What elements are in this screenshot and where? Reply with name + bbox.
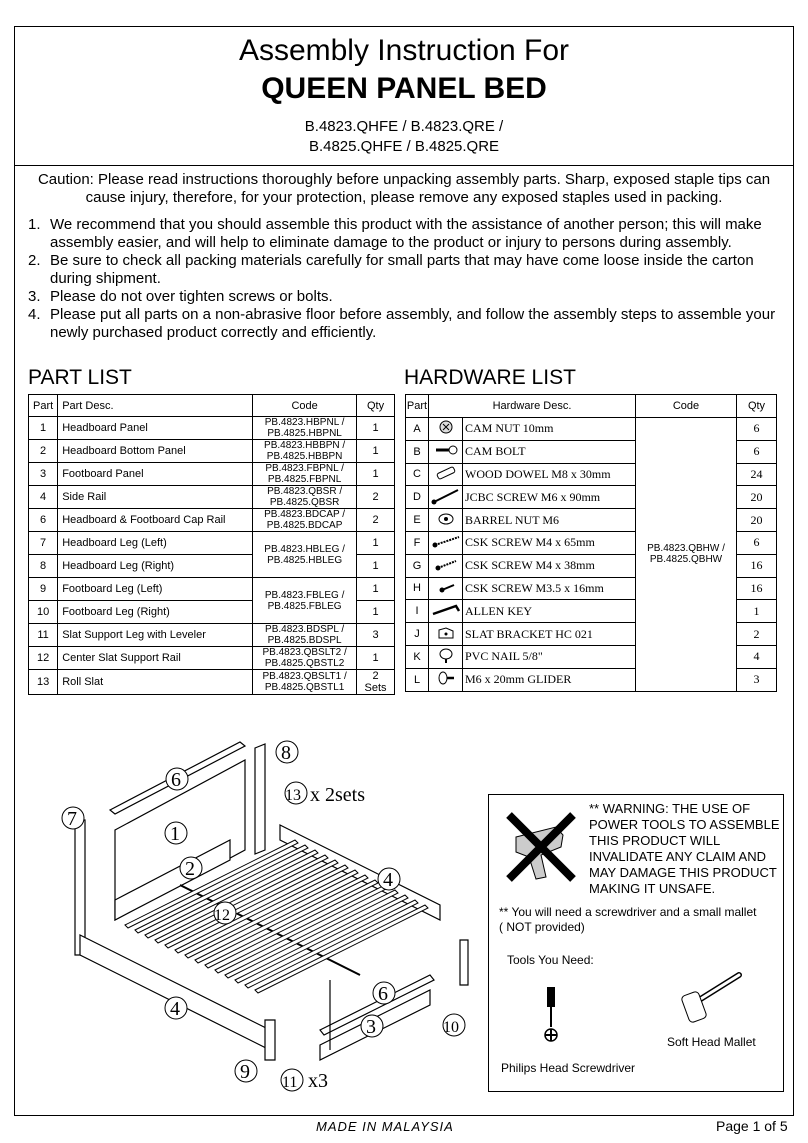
- table-row: 9 Footboard Leg (Left) PB.4823.FBLEG / PB.4825.FBLEG 1: [29, 578, 395, 601]
- power-tools-warning: ** WARNING: THE USE OF POWER TOOLS TO ASSEMBLE THIS PRODUCT WILL INVALIDATE ANY CLAIM AND MAY DAMAGE THIS PRODUCT MAKING IT UNSAFE.: [589, 801, 780, 896]
- table-row: 1 Headboard Panel PB.4823.HBPNL / PB.4825.HBPNL 1: [29, 417, 395, 440]
- diagram-label: 12: [214, 907, 230, 924]
- table-row: G CSK SCREW M4 x 38mm 16: [406, 554, 777, 577]
- jcbc-screw-icon: [429, 486, 463, 509]
- cam-bolt-icon: [429, 440, 463, 463]
- diagram-label: 4: [383, 869, 393, 891]
- glider-icon: [429, 668, 463, 691]
- cam-nut-icon: [429, 418, 463, 441]
- note-item: 4. Please put all parts on a non-abrasive floor before assembly, and follow the assembly steps to assemble your newly purchased product correctly and efficiently.: [28, 306, 776, 341]
- table-row: K PVC NAIL 5/8" 4: [406, 645, 777, 668]
- part-list-table: [28, 394, 395, 695]
- diagram-label: 10: [443, 1019, 459, 1036]
- diagram-label: 11: [282, 1074, 298, 1091]
- mallet-icon: [679, 965, 749, 1025]
- diagram-label: 3: [366, 1016, 376, 1038]
- model-numbers-line-1: B.4823.QHFE / B.4823.QRE /: [304, 118, 504, 135]
- hardware-list-table: [405, 394, 777, 692]
- table-row: B CAM BOLT 6: [406, 440, 777, 463]
- table-row: 2 Headboard Bottom Panel PB.4823.HBBPN / PB.4825.HBBPN 1: [29, 440, 395, 463]
- column-header: Qty: [737, 395, 777, 418]
- diagram-label: 4: [170, 998, 180, 1020]
- table-row: 12 Center Slat Support Rail PB.4823.QBSLT2 / PB.4825.QBSTL2 1: [29, 647, 395, 670]
- pvc-nail-icon: [429, 645, 463, 668]
- table-header-row: [29, 395, 395, 417]
- diagram-label: 7: [67, 808, 77, 830]
- note-item: 2. Be sure to check all packing materials carefully for small parts that may have come loose inside the carton during shipment.: [28, 252, 754, 287]
- diagram-label: 1: [170, 823, 180, 845]
- diagram-label: 2: [185, 858, 195, 880]
- table-row: 8 Headboard Leg (Right) 1: [29, 555, 395, 578]
- wood-dowel-icon: [429, 463, 463, 486]
- diagram-label: 9: [240, 1061, 250, 1083]
- table-row: 11 Slat Support Leg with Leveler PB.4823.BDSPL / PB.4825.BDSPL 3: [29, 624, 395, 647]
- table-row: 7 Headboard Leg (Left) PB.4823.HBLEG / PB.4825.HBLEG 1: [29, 532, 395, 555]
- column-header: Part: [29, 395, 58, 417]
- diagram-label: 13: [285, 787, 301, 804]
- note-item: 3. Please do not over tighten screws or bolts.: [28, 288, 333, 305]
- caution-line-1: Caution: Please read instructions thoroughly before unpacking assembly parts. Sharp, exposed staple tips can: [37, 171, 771, 188]
- title-line-1: Assembly Instruction For: [238, 34, 570, 67]
- tools-you-need-label: Tools You Need:: [507, 953, 594, 967]
- mallet-label: Soft Head Mallet: [667, 1035, 756, 1049]
- hardware-list-heading: HARDWARE LIST: [404, 366, 576, 389]
- screwdriver-label: Philips Head Screwdriver: [501, 1061, 636, 1075]
- product-title: QUEEN PANEL BED: [261, 72, 547, 105]
- diagram-label-suffix: x3: [308, 1070, 328, 1092]
- table-row: C WOOD DOWEL M8 x 30mm 24: [406, 463, 777, 486]
- table-row: L M6 x 20mm GLIDER 3: [406, 668, 777, 691]
- csk-screw-long-icon: [429, 531, 463, 554]
- column-header: Hardware Desc.: [429, 395, 636, 418]
- table-row: 10 Footboard Leg (Right) 1: [29, 601, 395, 624]
- column-header: Code: [253, 395, 357, 417]
- bed-assembly-diagram: [30, 730, 470, 1100]
- part-list-heading: PART LIST: [28, 366, 132, 389]
- column-header: Part Desc.: [58, 395, 253, 417]
- made-in-label: MADE IN MALAYSIA: [316, 1119, 454, 1134]
- column-header: Qty: [357, 395, 395, 417]
- no-power-tools-icon: [501, 807, 581, 887]
- caution-text: [22, 171, 786, 207]
- csk-screw-medium-icon: [429, 554, 463, 577]
- table-row: E BARREL NUT M6 20: [406, 509, 777, 532]
- allen-key-icon: [429, 600, 463, 623]
- hardware-code: PB.4823.QBHW / PB.4825.QBHW: [636, 418, 737, 692]
- tools-needed-note: ** You will need a screwdriver and a small mallet ( NOT provided): [499, 905, 757, 934]
- caution-line-2: cause injury, therefore, for your protection, please remove any exposed staples used in packing.: [85, 189, 723, 206]
- document-header: [14, 26, 794, 166]
- table-row: 6 Headboard & Footboard Cap Rail PB.4823.BDCAP / PB.4825.BDCAP 2: [29, 509, 395, 532]
- table-row: A CAM NUT 10mm PB.4823.QBHW / PB.4825.QBHW 6: [406, 418, 777, 441]
- diagram-label-suffix: x 2sets: [310, 784, 365, 806]
- barrel-nut-icon: [429, 509, 463, 532]
- table-row: 13 Roll Slat PB.4823.QBSLT1 / PB.4825.QBSTL1 2 Sets: [29, 670, 395, 695]
- page-number: Page 1 of 5: [716, 1118, 788, 1134]
- table-row: I ALLEN KEY 1: [406, 600, 777, 623]
- column-header: Code: [636, 395, 737, 418]
- table-row: F CSK SCREW M4 x 65mm 6: [406, 531, 777, 554]
- screwdriver-icon: [541, 985, 561, 1045]
- table-row: J SLAT BRACKET HC 021 2: [406, 623, 777, 646]
- diagram-label: 6: [171, 769, 181, 791]
- diagram-label: 8: [281, 742, 291, 764]
- slat-bracket-icon: [429, 623, 463, 646]
- table-row: D JCBC SCREW M6 x 90mm 20: [406, 486, 777, 509]
- table-row: 3 Footboard Panel PB.4823.FBPNL / PB.4825.FBPNL 1: [29, 463, 395, 486]
- csk-screw-short-icon: [429, 577, 463, 600]
- note-item: 1. We recommend that you should assemble this product with the assistance of another person; this will make assembly easier, and will help to eliminate damage to the product or injury to persons during assembly.: [28, 216, 762, 251]
- table-row: 4 Side Rail PB.4823.QBSR / PB.4825.QBSR 2: [29, 486, 395, 509]
- model-numbers-line-2: B.4825.QHFE / B.4825.QRE: [308, 138, 500, 155]
- assembly-notes: [28, 216, 788, 342]
- diagram-label: 6: [378, 983, 388, 1005]
- warning-box: [488, 794, 784, 1092]
- table-header-row: [406, 395, 777, 418]
- table-row: H CSK SCREW M3.5 x 16mm 16: [406, 577, 777, 600]
- column-header: Part: [406, 395, 429, 418]
